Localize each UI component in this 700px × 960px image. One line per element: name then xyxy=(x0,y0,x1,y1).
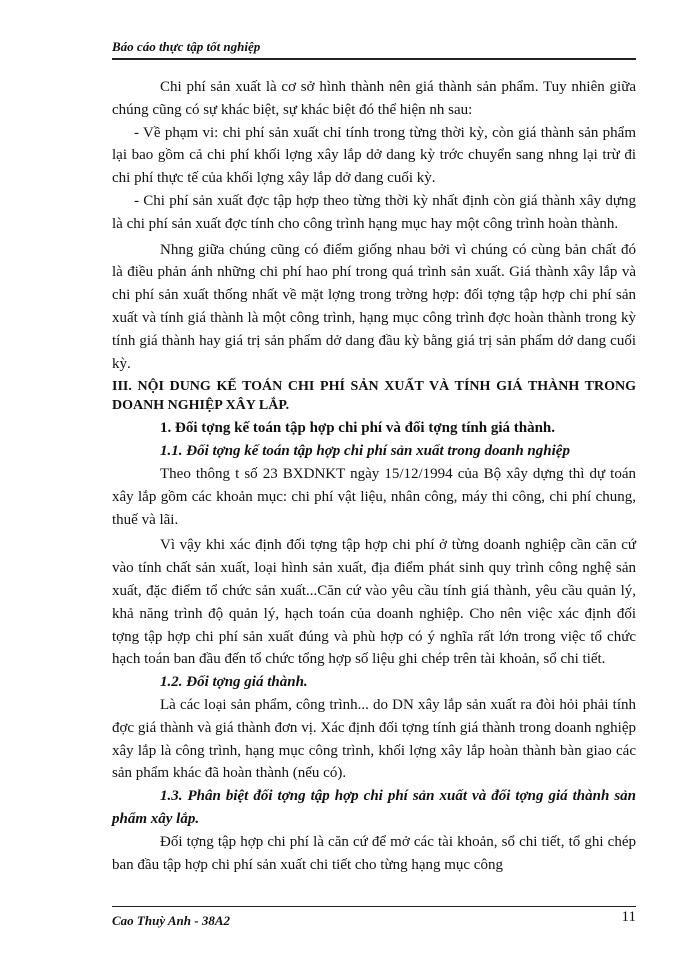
paragraph-period: - Chi phí sản xuất đợc tập hợp theo từng thời kỳ nhất định còn giá thành xây dựng là chi phí sản xuất đợc tính cho công trình hạng mục hay một công trình hoàn thành. xyxy=(112,192,636,232)
paragraph-similarity: Nhng giữa chúng cũng có điểm giống nhau bởi vì chúng có cùng bản chất đó là điều phản ánh những chi phí hao phí trong quá trình sản xuất. Giá thành xây lắp và chi phí sản xuất thống nhất về mặt lợng trong trờng hợp: đối tợng tập hợp chi phí sản xuất và tính giá thành là một công trình, hạng mục công trình đợc hoàn thành trong kỳ tính giá thành hay giá trị sản phẩm dở dang đầu kỳ bằng giá trị sản phẩm dở dang cuối kỳ. xyxy=(112,241,636,372)
header-title: Báo cáo thực tập tốt nghiệp xyxy=(112,39,261,54)
paragraph-determination: Vì vậy khi xác định đối tợng tập hợp chi phí ở từng doanh nghiệp cần căn cứ vào tính chất sản xuất, loại hình sản xuất, địa điểm phát sinh quy trình công nghệ sản xuất, đặc điểm tổ chức sản xuất...Căn cứ vào yêu cầu tính giá thành, yêu cầu quản lý, khả năng trình độ quản lý, hạch toán của doanh nghiệp. Cho nên việc xác định đối tợng tập hợp chi phí sản xuất đúng và phù hợp có ý nghĩa rất lớn trong việc tổ chức hạch toán ban đầu đến tổ chức tổng hợp số liệu ghi chép trên tài khoản, sổ chi tiết. xyxy=(112,537,636,668)
paragraph-cost-object: Là các loại sản phẩm, công trình... do DN xây lắp sản xuất ra đòi hỏi phải tính đợc giá thành và giá thành đơn vị. Xác định đối tợng tính giá thành trong doanh nghiệp xây lắp là công trình, hạng mục công trình, khối lợng xây lắp hoàn thành bàn giao các sản phẩm khác đã hoàn thành (nếu có). xyxy=(112,696,636,782)
footer-author: Cao Thuỳ Anh - 38A2 xyxy=(112,913,230,928)
heading-1-1: 1.1. Đối tợng kế toán tập hợp chi phí sản xuất trong doanh nghiệp xyxy=(160,443,570,460)
page-number: 11 xyxy=(621,909,636,925)
paragraph-regulation: Theo thông t số 23 BXDNKT ngày 15/12/1994 của Bộ xây dựng thì dự toán xây lắp gồm các khoản mục: chi phí vật liệu, nhân công, máy thi công, chi phí chung, thuế và lãi. xyxy=(112,465,636,528)
heading-1-2: 1.2. Đối tợng giá thành. xyxy=(160,674,308,691)
paragraph-1: Chi phí sản xuất là cơ sở hình thành nên giá thành sản phẩm. Tuy nhiên giữa chúng cũng có sự khác biệt, sự khác biệt đó thể hiện nh sau: xyxy=(112,79,636,118)
paragraph-scope: - Về phạm vi: chi phí sản xuất chỉ tính trong từng thời kỳ, còn giá thành sản phẩm lại bao gồm cả chi phí khối lợng xây lắp dở dang kỳ trớc chuyển sang nhng lại trừ đi chi phí thực tế của khối lợng xây lắp dở dang cuối kỳ. xyxy=(112,124,636,187)
page-footer xyxy=(112,906,636,929)
page-header xyxy=(112,38,636,60)
heading-1-3: 1.3. Phân biệt đối tợng tập hợp chi phí sản xuất và đối tợng giá thành sản phẩm xây lắp. xyxy=(112,788,636,827)
heading-1: 1. Đối tợng kế toán tập hợp chi phí và đối tợng tính giá thành. xyxy=(160,420,556,437)
paragraph-distinction: Đối tợng tập hợp chi phí là căn cứ để mở các tài khoản, sổ chi tiết, tổ ghi chép ban đầu tập hợp chi phí sản xuất chi tiết cho từng hạng mục công xyxy=(112,833,636,873)
section-heading-iii: III. NỘI DUNG KẾ TOÁN CHI PHÍ SẢN XUẤT VÀ TÍNH GIÁ THÀNH TRONG DOANH NGHIỆP XÂY LẮP. xyxy=(112,379,636,414)
document-body xyxy=(112,76,636,876)
